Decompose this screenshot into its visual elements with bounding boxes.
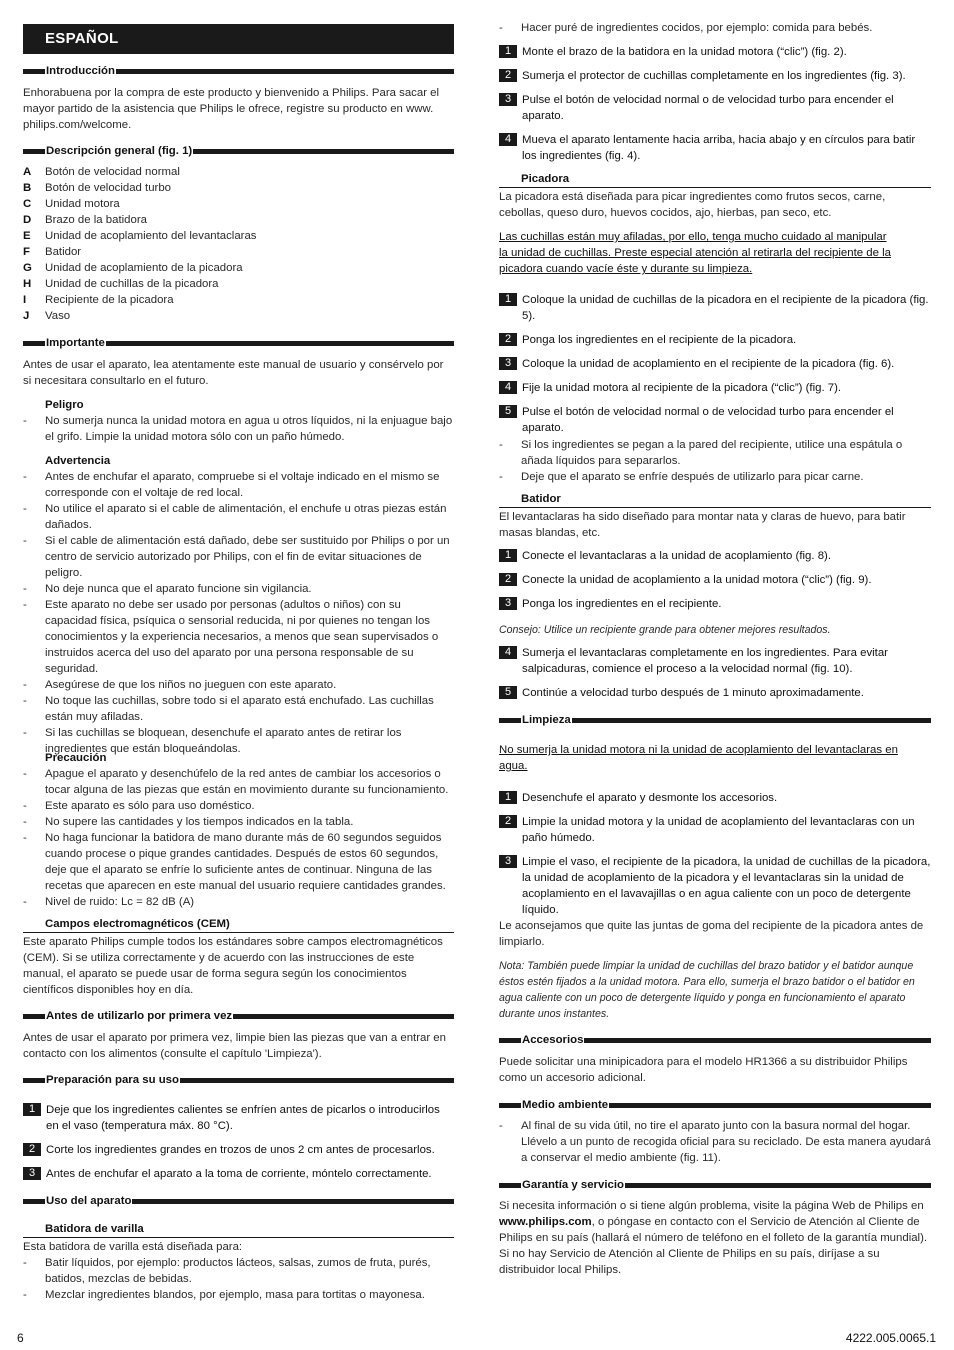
blender-intro: Esta batidora de varilla está diseñada para: xyxy=(23,1241,243,1253)
step-text: Sumerja el levantaclaras completamente en los ingredientes. Para evitar salpicaduras, comience el proceso a la velocidad normal (fig. 10). xyxy=(522,647,888,675)
section-heading-primera-vez: Antes de utilizarlo por primera vez xyxy=(23,1009,454,1023)
list-item-text: Si el cable de alimentación está dañado, debe ser sustituido por Philips o por un centro de servicio autorizado por Philips, con el fin de evitar situaciones de peligro. xyxy=(45,535,450,579)
numbered-step xyxy=(23,1142,454,1158)
list-item-text: Mezclar ingredientes blandos, por ejemplo, masa para tortitas o mayonesa. xyxy=(45,1289,425,1301)
list-item-text: No deje nunca que el aparato funcione sin vigilancia. xyxy=(45,583,312,595)
part-key: D xyxy=(23,214,32,226)
numbered-step xyxy=(499,132,931,164)
step-number-badge: 1 xyxy=(499,549,517,562)
dash-marker: - xyxy=(23,695,27,707)
caution-list xyxy=(23,766,454,910)
dash-list-item xyxy=(499,437,931,469)
list-item-text: Este aparato es sólo para uso doméstico. xyxy=(45,800,255,812)
dash-list-item xyxy=(23,766,454,798)
blender-item-3: - Hacer puré de ingredientes cocidos, por ejemplo: comida para bebés. xyxy=(499,22,873,34)
dash-list-item xyxy=(23,798,454,814)
danger-list xyxy=(23,413,454,445)
list-item-text: Batir líquidos, por ejemplo: productos lácteos, salsas, zumos de fruta, purés, batidos, mezclas de bebidas. xyxy=(45,1257,431,1285)
part-key: H xyxy=(23,278,32,290)
part-item xyxy=(23,196,454,212)
section-heading-accesorios: Accesorios xyxy=(499,1033,931,1047)
document-code: 4222.005.0065.1 xyxy=(845,1331,936,1345)
step-text: Pulse el botón de velocidad normal o de velocidad turbo para encender el aparato. xyxy=(522,406,894,434)
step-text: Mueva el aparato lentamente hacia arriba, hacia abajo y en círculos para batir los ingredientes (fig. 4). xyxy=(522,134,916,162)
numbered-step xyxy=(499,44,931,60)
underlined-warning-line xyxy=(499,742,931,758)
part-item xyxy=(23,212,454,228)
list-item-text: Asegúrese de que los niños no jueguen con este aparato. xyxy=(45,679,337,691)
warranty-paragraph: Si necesita información o si tiene algún problema, visite la página Web de Philips en www.philips.com, o póngase en contacto con el Servicio de Atención al Cliente de Philips en su país (hallará el número de teléfono en el folleto de la garantía mundial). Si no hay Servicio de Atención al Cliente de Philips en su país, diríjase a su distribuidor local Philips. xyxy=(499,1200,928,1276)
part-item xyxy=(23,164,454,180)
chopper-warning xyxy=(499,229,931,277)
part-key: E xyxy=(23,230,31,242)
chopper-paragraph: La picadora está diseñada para picar ingredientes como frutos secos, carne, cebollas, queso duro, huevos cocidos, ajo, hierbas, pan seco, etc. xyxy=(499,191,886,219)
cleaning-note: Nota: También puede limpiar la unidad de cuchillas del brazo batidor y el batidor aunque éstos estén fijados a la unidad motora. Para ello, sumerja el brazo batidor o el batidor en agua caliente con un poco de detergente líquido y ponga en funcionamiento el aparato durante unos instantes. xyxy=(499,960,915,1020)
step-number-badge: 3 xyxy=(499,597,517,610)
list-item-text: Apague el aparato y desenchúfelo de la red antes de cambiar los accesorios o tocar alguna de las piezas que están en movimiento durante su funcionamiento. xyxy=(45,768,449,796)
dash-marker: - xyxy=(23,679,27,691)
numbered-step xyxy=(499,92,931,124)
dash-list-item xyxy=(23,830,454,894)
cleaning-warning xyxy=(499,742,931,774)
dash-marker: - xyxy=(499,1120,503,1132)
dash-list-item xyxy=(23,894,454,910)
numbered-step xyxy=(499,572,931,588)
numbered-step xyxy=(499,814,931,846)
whisk-title: Batidor xyxy=(499,492,931,508)
part-label: Botón de velocidad normal xyxy=(45,166,180,178)
part-key: F xyxy=(23,246,30,258)
environment-list xyxy=(499,1118,931,1166)
dash-list-item xyxy=(23,1255,454,1287)
dash-marker: - xyxy=(23,503,27,515)
warning-list xyxy=(23,469,454,757)
dash-list-item xyxy=(499,1118,931,1166)
numbered-step xyxy=(499,854,931,918)
numbered-step xyxy=(23,1166,454,1182)
dash-list-item xyxy=(499,469,931,485)
step-text: Sumerja el protector de cuchillas completamente en los ingredientes (fig. 3). xyxy=(522,70,906,82)
emf-title: Campos electromagnéticos (CEM) xyxy=(23,917,454,933)
part-label: Vaso xyxy=(45,310,71,322)
step-text: Fije la unidad motora al recipiente de la picadora (“clic”) (fig. 7). xyxy=(522,382,842,394)
dash-marker: - xyxy=(23,1289,27,1301)
step-number-badge: 2 xyxy=(499,69,517,82)
section-heading-preparacion: Preparación para su uso xyxy=(23,1073,454,1087)
part-key: J xyxy=(23,310,30,322)
part-item xyxy=(23,228,454,244)
dash-list-item xyxy=(23,501,454,533)
part-label: Unidad de acoplamiento del levantaclaras xyxy=(45,230,257,242)
dash-marker: - xyxy=(23,800,27,812)
language-header: ESPAÑOL xyxy=(23,24,454,54)
part-item xyxy=(23,276,454,292)
dash-list-item xyxy=(23,413,454,445)
warning-line-text: picadora cuando vacíe éste y durante su limpieza. xyxy=(499,263,753,275)
parts-list xyxy=(23,164,454,324)
dash-marker: - xyxy=(23,832,27,844)
caution-title: Precaución xyxy=(45,752,107,764)
step-number-badge: 2 xyxy=(499,333,517,346)
part-label: Botón de velocidad turbo xyxy=(45,182,172,194)
warning-line-text: agua. xyxy=(499,760,528,772)
list-item-text: Deje que el aparato se enfríe después de utilizarlo para picar carne. xyxy=(521,471,864,483)
step-number-badge: 2 xyxy=(23,1143,41,1156)
section-heading-uso: Uso del aparato xyxy=(23,1194,454,1208)
cleaning-paragraph: Le aconsejamos que quite las juntas de goma del recipiente de la picadora antes de limpiarlo. xyxy=(499,920,924,948)
cleaning-steps xyxy=(499,790,931,926)
numbered-step xyxy=(499,356,931,372)
numbered-step xyxy=(499,332,931,348)
step-text: Desenchufe el aparato y desmonte los accesorios. xyxy=(522,792,778,804)
section-heading-limpieza: Limpieza xyxy=(499,713,931,727)
dash-list-item xyxy=(23,469,454,501)
chopper-steps xyxy=(499,292,931,444)
dash-marker: - xyxy=(23,599,27,611)
step-text: Deje que los ingredientes calientes se enfríen antes de picarlos o introducirlos en el vaso (temperatura máx. 80 °C). xyxy=(46,1104,440,1132)
part-key: C xyxy=(23,198,32,210)
step-number-badge: 3 xyxy=(499,855,517,868)
numbered-step xyxy=(499,68,931,84)
list-item-text: Antes de enchufar el aparato, compruebe si el voltaje indicado en el mismo se corresponde con el voltaje de red local. xyxy=(45,471,440,499)
step-number-badge: 5 xyxy=(499,686,517,699)
dash-marker: - xyxy=(23,583,27,595)
dash-list-item xyxy=(23,533,454,581)
step-text: Continúe a velocidad turbo después de 1 minuto aproximadamente. xyxy=(522,687,864,699)
list-item-text: No utilice el aparato si el cable de alimentación, el enchufe u otras piezas están dañados. xyxy=(45,503,447,531)
underlined-warning-line xyxy=(499,261,931,277)
dash-list-item xyxy=(23,693,454,725)
list-item-text: No supere las cantidades y los tiempos indicados en la tabla. xyxy=(45,816,354,828)
list-item-text: Si los ingredientes se pegan a la pared del recipiente, utilice una espátula o añada líquidos para separarlos. xyxy=(521,439,903,467)
dash-marker: - xyxy=(23,816,27,828)
part-label: Batidor xyxy=(45,246,82,258)
tip-text: Consejo: Utilice un recipiente grande para obtener mejores resultados. xyxy=(499,624,831,636)
part-label: Unidad motora xyxy=(45,198,120,210)
dash-marker: - xyxy=(23,768,27,780)
step-text: Pulse el botón de velocidad normal o de velocidad turbo para encender el aparato. xyxy=(522,94,894,122)
part-label: Unidad de cuchillas de la picadora xyxy=(45,278,219,290)
emf-paragraph: Este aparato Philips cumple todos los estándares sobre campos electromagnéticos (CEM). Si se utiliza correctamente y de acuerdo con las instrucciones de este manual, el aparato se puede usar de forma segura según los conocimientos científicos disponibles hoy en día. xyxy=(23,936,443,996)
step-text: Ponga los ingredientes en el recipiente de la picadora. xyxy=(522,334,797,346)
list-item-text: Al final de su vida útil, no tire el aparato junto con la basura normal del hogar. Llévelo a un punto de recogida oficial para su reciclado. De esta manera ayudará a conservar el medio ambiente (fig. 11). xyxy=(521,1120,931,1164)
dash-list-item xyxy=(23,1287,454,1303)
whisk-paragraph: El levantaclaras ha sido diseñado para montar nata y claras de huevo, para batir masas blandas, etc. xyxy=(499,511,906,539)
blender-title: Batidora de varilla xyxy=(23,1222,454,1238)
dash-marker: - xyxy=(23,1257,27,1269)
dash-marker: - xyxy=(23,896,27,908)
section-heading-medio-ambiente: Medio ambiente xyxy=(499,1098,931,1112)
section-heading-descripcion: Descripción general (fig. 1) xyxy=(23,144,454,158)
dash-marker: - xyxy=(499,471,503,483)
numbered-step xyxy=(499,380,931,396)
step-number-badge: 3 xyxy=(23,1167,41,1180)
part-key: B xyxy=(23,182,32,194)
dash-list-item xyxy=(23,814,454,830)
list-item-text: Este aparato no debe ser usado por personas (adultos o niños) con su capacidad física, psíquica o sensorial reducida, ni por quienes no tengan los conocimientos y la experiencia necesarios, a menos que sean supervisados o instruidos acerca del uso del aparato por una persona responsable de su seguridad. xyxy=(45,599,439,675)
numbered-step xyxy=(499,292,931,324)
step-number-badge: 4 xyxy=(499,646,517,659)
list-item-text: Si las cuchillas se bloquean, desenchufe el aparato antes de retirar los ingredientes que están bloqueándolas. xyxy=(45,727,402,755)
step-text: Coloque la unidad de acoplamiento en el recipiente de la picadora (fig. 6). xyxy=(522,358,895,370)
philips-link[interactable]: www.philips.com xyxy=(499,1216,592,1228)
step-number-badge: 1 xyxy=(499,791,517,804)
warning-line-text: la unidad de cuchillas. Preste especial atención al retirarla del recipiente de la xyxy=(499,247,891,259)
step-text: Limpie el vaso, el recipiente de la picadora, la unidad de cuchillas de la picadora, la unidad de acoplamiento de la picadora y el levantaclaras sin la unidad de acoplamiento en el lavavajillas o en agua caliente con un poco de detergente líquido. xyxy=(522,856,931,916)
part-item xyxy=(23,292,454,308)
section-heading-garantia: Garantía y servicio xyxy=(499,1178,931,1192)
page-number: 6 xyxy=(17,1331,24,1345)
part-label: Recipiente de la picadora xyxy=(45,294,174,306)
step-number-badge: 2 xyxy=(499,573,517,586)
blender-list xyxy=(23,1255,454,1303)
step-text: Corte los ingredientes grandes en trozos de unos 2 cm antes de procesarlos. xyxy=(46,1144,435,1156)
dash-list-item xyxy=(23,581,454,597)
important-paragraph: Antes de usar el aparato, lea atentamente este manual de usuario y consérvelo por si necesitara consultarlo en el futuro. xyxy=(23,359,444,387)
numbered-step xyxy=(499,790,931,806)
step-text: Conecte la unidad de acoplamiento a la unidad motora (“clic”) (fig. 9). xyxy=(522,574,872,586)
list-item-text: No haga funcionar la batidora de mano durante más de 60 segundos seguidos cuando procese o pique grandes cantidades. Después de estos 60 segundos, deje que el aparato se enfríe lo suficiente antes de continuar. Ninguna de las recetas que aparecen en este manual del usuario requiere cantidades grandes. xyxy=(45,832,446,892)
numbered-step xyxy=(499,685,931,701)
part-key: I xyxy=(23,294,27,306)
step-text: Monte el brazo de la batidora en la unidad motora (“clic”) (fig. 2). xyxy=(522,46,847,58)
part-key: A xyxy=(23,166,32,178)
warning-line-text: Las cuchillas están muy afiladas, por ello, tenga mucho cuidado al manipular xyxy=(499,231,887,243)
step-text: Ponga los ingredientes en el recipiente. xyxy=(522,598,722,610)
list-item-text: No toque las cuchillas, sobre todo si el aparato está enchufado. Las cuchillas están muy afiladas. xyxy=(45,695,434,723)
step-number-badge: 3 xyxy=(499,357,517,370)
part-item xyxy=(23,308,454,324)
underlined-warning-line xyxy=(499,758,931,774)
step-number-badge: 3 xyxy=(499,93,517,106)
part-key: G xyxy=(23,262,32,274)
step-number-badge: 5 xyxy=(499,405,517,418)
section-heading-importante: Importante xyxy=(23,336,454,350)
step-text: Conecte el levantaclaras a la unidad de acoplamiento (fig. 8). xyxy=(522,550,831,562)
step-number-badge: 1 xyxy=(23,1103,41,1116)
step-text: Coloque la unidad de cuchillas de la picadora en el recipiente de la picadora (fig. 5). xyxy=(522,294,929,322)
step-number-badge: 2 xyxy=(499,815,517,828)
part-item xyxy=(23,244,454,260)
step-number-badge: 4 xyxy=(499,381,517,394)
intro-paragraph: Enhorabuena por la compra de este producto y bienvenido a Philips. Para sacar el mayor partido de la asistencia que Philips le ofrece, registre su producto en www. philips.com/welcome. xyxy=(23,87,440,131)
prep-steps xyxy=(23,1102,454,1190)
chopper-title: Picadora xyxy=(499,172,931,188)
dash-marker: - xyxy=(23,535,27,547)
underlined-warning-line xyxy=(499,229,931,245)
list-item-text: No sumerja nunca la unidad motora en agua u otros líquidos, ni la enjuague bajo el grifo. Limpie la unidad motora sólo con un paño húmedo. xyxy=(45,415,453,443)
numbered-step xyxy=(499,548,931,564)
step-number-badge: 1 xyxy=(499,45,517,58)
whisk-steps xyxy=(499,548,931,620)
whisk-steps-2 xyxy=(499,645,931,709)
danger-title: Peligro xyxy=(45,399,84,411)
part-item xyxy=(23,180,454,196)
numbered-step xyxy=(499,404,931,436)
warning-title: Advertencia xyxy=(45,455,111,467)
part-label: Unidad de acoplamiento de la picadora xyxy=(45,262,243,274)
dash-marker: - xyxy=(23,415,27,427)
numbered-step xyxy=(499,596,931,612)
chopper-notes xyxy=(499,437,931,485)
dash-marker: - xyxy=(499,439,503,451)
accessories-paragraph: Puede solicitar una minipicadora para el modelo HR1366 a su distribuidor Philips como un accesorio adicional. xyxy=(499,1056,908,1084)
list-item-text: Nivel de ruido: Lc = 82 dB (A) xyxy=(45,896,195,908)
part-label: Brazo de la batidora xyxy=(45,214,147,226)
step-text: Antes de enchufar el aparato a la toma de corriente, móntelo correctamente. xyxy=(46,1168,432,1180)
first-use-paragraph: Antes de usar el aparato por primera vez, limpie bien las piezas que van a entrar en contacto con los alimentos (consulte el capítulo 'Limpieza'). xyxy=(23,1032,446,1060)
step-text: Limpie la unidad motora y la unidad de acoplamiento del levantaclaras con un paño húmedo. xyxy=(522,816,915,844)
dash-marker: - xyxy=(23,727,27,739)
underlined-warning-line xyxy=(499,245,931,261)
blender-steps xyxy=(499,44,931,172)
dash-marker: - xyxy=(23,471,27,483)
step-number-badge: 4 xyxy=(499,133,517,146)
step-number-badge: 1 xyxy=(499,293,517,306)
numbered-step xyxy=(499,645,931,677)
dash-list-item xyxy=(23,597,454,677)
numbered-step xyxy=(23,1102,454,1134)
warning-line-text: No sumerja la unidad motora ni la unidad de acoplamiento del levantaclaras en xyxy=(499,744,898,756)
dash-list-item xyxy=(23,677,454,693)
section-heading-introduccion: Introducción xyxy=(23,64,454,78)
part-item xyxy=(23,260,454,276)
